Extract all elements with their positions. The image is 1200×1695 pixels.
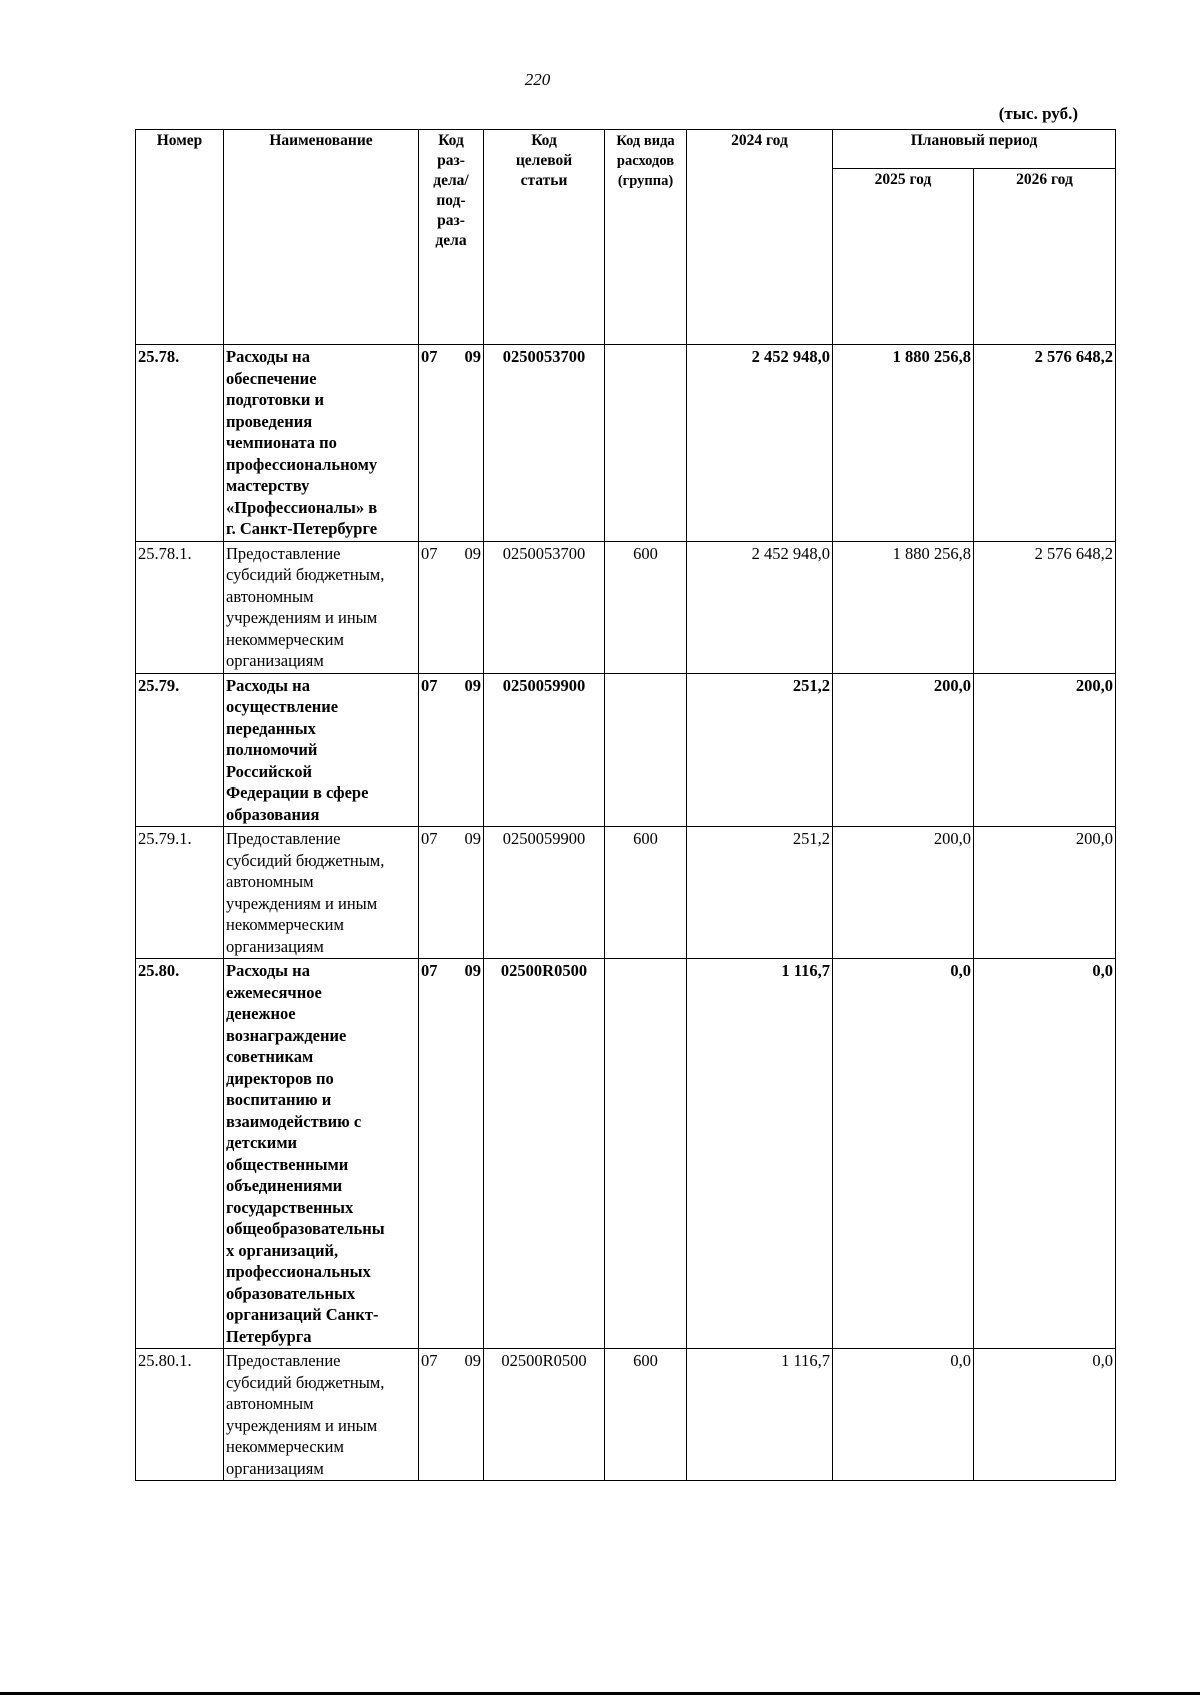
name-line: некоммерческим [226, 915, 344, 934]
row-target-code: 0250059900 [484, 827, 605, 959]
row-target-code: 0250053700 [484, 345, 605, 542]
subsection-code: 09 [464, 347, 481, 366]
header-section-code: Код раз- дела/ под- раз- дела [419, 130, 484, 345]
name-line: обеспечение [226, 368, 317, 388]
row-amount-2025: 0,0 [833, 959, 974, 1349]
row-target-code: 02500R0500 [484, 959, 605, 1349]
header-expense-type: Код вида расходов (группа) [605, 130, 687, 345]
name-line: вознаграждение [226, 1025, 347, 1045]
name-line: профессиональных [226, 1262, 371, 1281]
row-section-code [419, 541, 484, 673]
name-line: Российской [226, 761, 312, 781]
name-line: х организаций, [226, 1240, 339, 1260]
name-line: Предоставление [226, 829, 341, 848]
name-line: денежное [226, 1004, 296, 1023]
name-line: организаций Санкт- [226, 1305, 379, 1324]
header-number: Номер [136, 130, 224, 345]
name-line: воспитанию и [226, 1090, 332, 1109]
row-amount-2025: 200,0 [833, 673, 974, 827]
name-line: организациям [226, 651, 324, 670]
name-line: субсидий бюджетным, [226, 850, 385, 870]
name-line: общественными [226, 1154, 349, 1174]
row-expense-type [605, 959, 687, 1349]
table-row [136, 673, 1116, 827]
row-section-code [419, 345, 484, 542]
budget-table [135, 129, 1116, 1481]
page-number: 220 [524, 70, 551, 89]
table-row [136, 827, 1116, 959]
name-line: «Профессионалы» в [226, 497, 378, 517]
row-section-code [419, 1349, 484, 1481]
table-body [136, 345, 1116, 1481]
row-number: 25.80. [136, 959, 224, 1349]
name-line: переданных [226, 718, 316, 738]
name-line: ежемесячное [226, 982, 322, 1002]
header-name: Наименование [224, 130, 419, 345]
name-line: советникам [226, 1047, 314, 1066]
row-expense-type: 600 [605, 827, 687, 959]
row-name [224, 827, 419, 959]
row-number: 25.80.1. [136, 1349, 224, 1481]
row-number: 25.78.1. [136, 541, 224, 673]
name-line: взаимодействию с [226, 1111, 362, 1131]
section-code: 07 [421, 1351, 438, 1370]
name-line: детскими [226, 1133, 298, 1152]
name-line: организациям [226, 936, 324, 956]
name-line: некоммерческим [226, 629, 344, 649]
name-line: некоммерческим [226, 1437, 344, 1456]
name-line: организациям [226, 1458, 324, 1478]
name-line: Федерации в сфере [226, 783, 369, 802]
name-line: полномочий [226, 740, 318, 759]
name-line: Расходы на [226, 347, 310, 366]
name-line: учреждениям и иным [226, 893, 378, 913]
name-line: осуществление [226, 697, 339, 716]
name-line: образования [226, 804, 320, 824]
row-expense-type: 600 [605, 1349, 687, 1481]
name-line: учреждениям и иным [226, 608, 378, 627]
row-expense-type: 600 [605, 541, 687, 673]
row-amount-2024: 2 452 948,0 [687, 345, 833, 542]
name-line: Предоставление [226, 1351, 341, 1370]
header-target-code: Код целевой статьи [484, 130, 605, 345]
name-line: директоров по [226, 1068, 334, 1088]
table-row [136, 1349, 1116, 1481]
section-code: 07 [421, 347, 438, 366]
name-line: Расходы на [226, 961, 310, 980]
name-line: общеобразовательны [226, 1219, 385, 1238]
name-line: автономным [226, 586, 314, 606]
subsection-code: 09 [464, 829, 481, 848]
table-row [136, 541, 1116, 673]
row-amount-2024: 1 116,7 [687, 959, 833, 1349]
name-line: автономным [226, 872, 314, 891]
row-target-code: 0250059900 [484, 673, 605, 827]
row-name [224, 541, 419, 673]
section-code: 07 [421, 829, 438, 848]
name-line: субсидий бюджетным, [226, 1372, 385, 1392]
row-amount-2026: 200,0 [974, 673, 1116, 827]
row-number: 25.78. [136, 345, 224, 542]
row-amount-2026: 2 576 648,2 [974, 541, 1116, 673]
table-row [136, 959, 1116, 1349]
subsection-code: 09 [464, 1351, 481, 1370]
name-line: автономным [226, 1394, 314, 1413]
row-target-code: 02500R0500 [484, 1349, 605, 1481]
subsection-code: 09 [464, 543, 481, 563]
name-line: Петербурга [226, 1326, 312, 1346]
row-amount-2026: 0,0 [974, 959, 1116, 1349]
section-code: 07 [421, 961, 438, 980]
row-amount-2024: 1 116,7 [687, 1349, 833, 1481]
name-line: государственных [226, 1197, 354, 1217]
name-line: Расходы на [226, 675, 310, 695]
row-amount-2025: 0,0 [833, 1349, 974, 1481]
row-amount-2025: 1 880 256,8 [833, 345, 974, 542]
row-amount-2026: 2 576 648,2 [974, 345, 1116, 542]
name-line: учреждениям и иным [226, 1415, 378, 1435]
row-amount-2025: 200,0 [833, 827, 974, 959]
row-amount-2025: 1 880 256,8 [833, 541, 974, 673]
row-amount-2024: 251,2 [687, 827, 833, 959]
name-line: проведения [226, 411, 313, 431]
header-year-2026: 2026 год [974, 169, 1116, 345]
section-code: 07 [421, 543, 438, 563]
subsection-code: 09 [464, 961, 481, 980]
units-label: (тыс. руб.) [998, 104, 1078, 123]
row-section-code [419, 827, 484, 959]
name-line: подготовки и [226, 390, 325, 409]
row-name [224, 959, 419, 1349]
table-row [136, 345, 1116, 542]
name-line: чемпионата по [226, 433, 337, 452]
row-section-code [419, 959, 484, 1349]
header-year-2025: 2025 год [833, 169, 974, 345]
name-line: Предоставление [226, 543, 341, 563]
row-amount-2026: 200,0 [974, 827, 1116, 959]
row-amount-2024: 251,2 [687, 673, 833, 827]
row-name [224, 673, 419, 827]
row-expense-type [605, 345, 687, 542]
row-name [224, 345, 419, 542]
row-amount-2024: 2 452 948,0 [687, 541, 833, 673]
name-line: мастерству [226, 476, 310, 495]
header-year-2024: 2024 год [687, 130, 833, 345]
row-amount-2026: 0,0 [974, 1349, 1116, 1481]
row-name [224, 1349, 419, 1481]
name-line: профессиональному [226, 454, 378, 474]
row-expense-type [605, 673, 687, 827]
row-number: 25.79.1. [136, 827, 224, 959]
row-number: 25.79. [136, 673, 224, 827]
name-line: объединениями [226, 1176, 343, 1195]
header-planned-period: Плановый период [833, 130, 1116, 169]
section-code: 07 [421, 675, 438, 695]
table-header [136, 130, 1116, 345]
row-target-code: 0250053700 [484, 541, 605, 673]
subsection-code: 09 [464, 675, 481, 695]
name-line: г. Санкт-Петербурге [226, 519, 378, 538]
name-line: субсидий бюджетным, [226, 565, 385, 584]
row-section-code [419, 673, 484, 827]
name-line: образовательных [226, 1283, 356, 1303]
